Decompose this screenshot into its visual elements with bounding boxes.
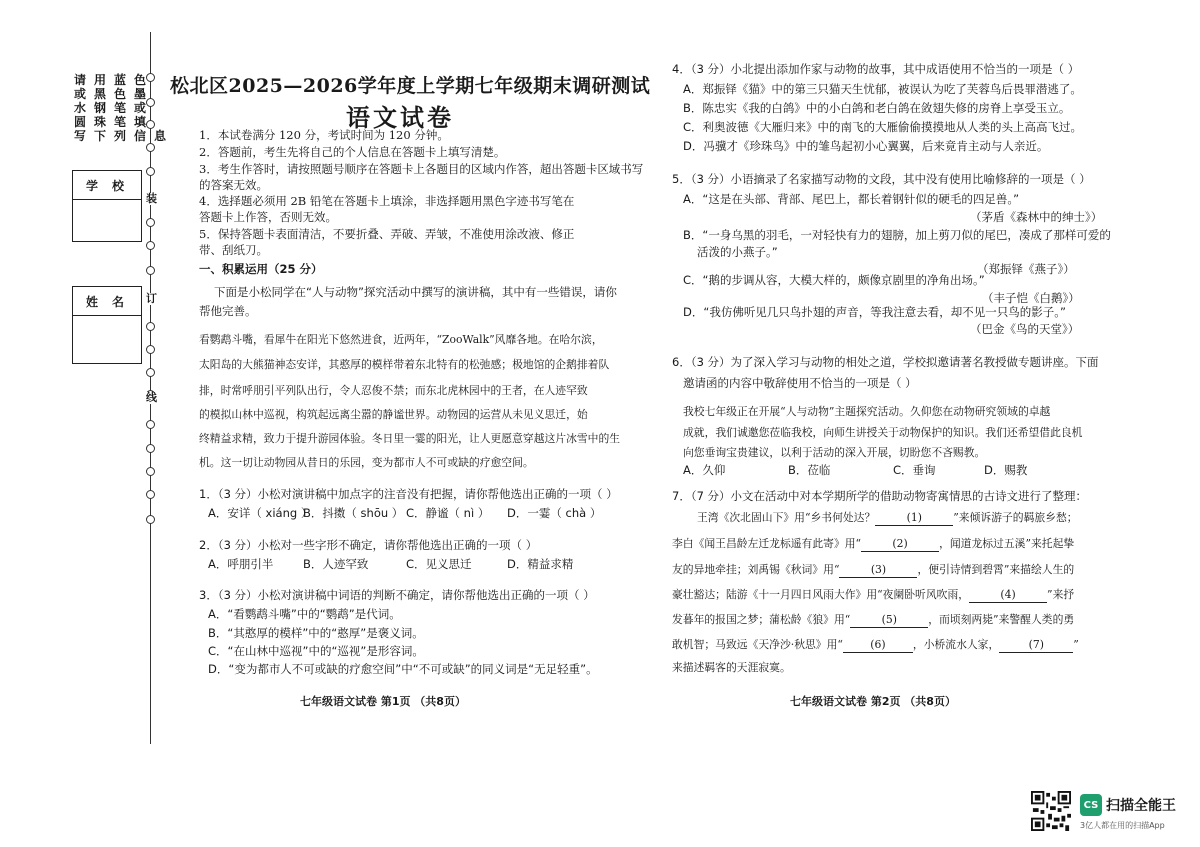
q6-option-b[interactable]: B．莅临 [788,463,831,477]
binding-word-xian: 线 [146,391,157,404]
binding-word-ding: 订 [146,292,157,305]
q3-option-d[interactable]: D．“变为都市人不可或缺的疗愈空间”中“不可或缺”的同义词是“无足轻重”。 [208,662,598,676]
binding-hole [146,218,155,227]
q5-source-a: （茅盾《森林中的绅士》） [970,210,1103,224]
q5-source-b: （郑振铎《燕子》） [977,262,1075,276]
invitation-line: 向您垂询宝贵建议，以利于活动的深入开展，切盼您不吝赐教。 [683,446,986,459]
q7-blank-2[interactable]: (2) [861,536,939,552]
q6-option-c[interactable]: C．垂询 [893,463,936,477]
q2-option-d[interactable]: D．精益求精 [507,557,574,571]
invitation-line: 我校七年级正在开展“人与动物”主题探究活动。久仰您在动物研究领域的卓越 [683,405,1051,418]
q7-blank-1[interactable]: (1) [875,510,953,526]
q7-line-6: 敢机智；马致远《天净沙·秋思》用“ (6) ，小桥流水人家， (7) ” [672,638,1079,651]
q7-blank-3[interactable]: (3) [839,562,917,578]
q5-source-d: （巴金《鸟的天堂》） [970,322,1080,336]
note: 3．考生作答时，请按照题号顺序在答题卡上各题目的区域内作答，超出答题卡区域书写 [199,162,644,176]
q6-option-d[interactable]: D．赐教 [984,463,1028,477]
note: 带、刮纸刀。 [199,243,268,257]
q7-line-4: 豪壮豁达；陆游《十一月四日风雨大作》用“夜阑卧听风吹雨， (4) ”来抒 [672,588,1075,601]
exam-subtitle: 语文试卷 [346,103,454,132]
speech-line: 机。这一切让动物园从昔日的乐园，变为都市人不可或缺的疗愈空间。 [199,456,534,469]
note: 4．选择题必须用 2B 铅笔在答题卡上填涂，非选择题用黑色字迹书写笔在 [199,194,575,208]
q5-option-b-cont: 活泼的小燕子。” [697,245,778,259]
binding-hole [146,241,155,250]
q4-option-c[interactable]: C．利奥波德《大雁归来》中的南飞的大雁偷偷摸摸地从人类的头上高高飞过。 [683,120,1083,134]
q3-option-c[interactable]: C．“在山林中巡视”中的“巡视”是形容词。 [208,644,424,658]
speech-line: 太阳岛的大熊猫神态安详，其憨厚的模样带着东北特有的松弛感；极地馆的企鹅排着队 [199,358,610,371]
name-label: 姓名 [73,287,141,316]
q4-option-a[interactable]: A．郑振铎《猫》中的第三只猫天生忧郁，被误认为吃了芙蓉鸟后畏罪潜逃了。 [683,82,1082,96]
q5-option-c[interactable]: C．“鹅的步调从容，大模大样的，颇像京剧里的净角出场。” [683,273,985,287]
note: 答题卡上作答，否则无效。 [199,210,337,224]
binding-hole [146,368,155,377]
scanner-brand: 扫描全能王 [1106,798,1176,814]
note: 的答案无效。 [199,178,268,192]
q7-line-7: 来描述羁客的天涯寂寞。 [672,661,791,674]
note: 1．本试卷满分 120 分，考试时间为 120 分钟。 [199,128,449,142]
q7-line-3: 友的异地牵挂；刘禹锡《秋词》用“ (3) ，便引诗情到碧霄”来描绘人生的 [672,563,1075,576]
q3-option-b[interactable]: B．“其憨厚的模样”中的“憨厚”是褒义词。 [208,626,424,640]
q7-line-1: 王湾《次北固山下》用“乡书何处达？ (1) ”来倾诉游子的羁旅乡愁； [697,511,1078,524]
question-4-stem: 4．（3 分）小北提出添加作家与动物的故事，其中成语使用不恰当的一项是（ ） [672,62,1080,76]
q7-blank-6[interactable]: (6) [843,637,913,653]
invitation-line: 成就，我们诚邀您莅临我校，向师生讲授关于动物保护的知识。我们还希望借此良机 [683,426,1083,439]
binding-hole [146,143,155,152]
q1-option-b[interactable]: B．抖擞（ shōu ） [303,506,404,520]
binding-hole [146,322,155,331]
q6-option-a[interactable]: A．久仰 [683,463,726,477]
question-1-stem: 1．（3 分）小松对演讲稿中加点字的注音没有把握，请你帮他选出正确的一项（ ） [199,487,618,501]
qr-code-icon [1031,791,1071,831]
binding-hole [146,345,155,354]
speech-line: 终精益求精，致力于提升游园体验。冬日里一霎的阳光，让人更愿意穿越这片冰雪中的生 [199,432,621,445]
school-box[interactable] [72,170,142,242]
speech-line: 排，时常呼朋引平列队出行，令人忍俊不禁；而东北虎林园中的王者，在人迹罕致 [199,384,588,397]
note: 2．答题前，考生先将自己的个人信息在答题卡上填写清楚。 [199,145,506,159]
question-5-stem: 5．（3 分）小语摘录了名家描写动物的文段，其中没有使用比喻修辞的一项是（ ） [672,172,1091,186]
scanner-slogan: 3亿人都在用的扫描App [1080,821,1165,830]
q2-option-b[interactable]: B．人迹罕致 [303,557,369,571]
question-2-stem: 2．（3 分）小松对一些字形不确定，请你帮他选出正确的一项（ ） [199,538,538,552]
q5-source-c: （丰子恺《白鹅》） [982,291,1080,305]
q7-blank-5[interactable]: (5) [850,612,928,628]
q1-option-c[interactable]: C．静谧（ nì ） [406,506,490,520]
binding-hole [146,167,155,176]
page-footer-right: 七年级语文试卷 第2页 （共8页） [790,695,956,708]
question-7-stem: 7．（7 分）小文在活动中对本学期所学的借助动物寄寓情思的古诗文进行了整理： [672,489,1088,503]
question-3-stem: 3．（3 分）小松对演讲稿中词语的判断不确定，请你帮他选出正确的一项（ ） [199,588,595,602]
q1-option-d[interactable]: D．一霎（ chà ） [507,506,602,520]
school-label: 学校 [73,171,141,200]
section-heading: 一、积累运用（25 分） [199,262,323,276]
q7-line-2: 李白《闻王昌龄左迁龙标遥有此寄》用“ (2) ，闻道龙标过五溪”来托起挚 [672,537,1075,550]
q1-option-a[interactable]: A．安详（ xiáng ） [208,506,313,520]
q7-line-5: 发暮年的报国之梦；蒲松龄《狼》用“ (5) ，而顷刻两毙”来警醒人类的勇 [672,613,1075,626]
fill-in-instructions: 请用蓝色 或黑色墨 水钢笔或 圆珠笔填 写下列信息 [74,73,175,143]
binding-hole [146,490,155,499]
q2-option-c[interactable]: C．见义思迁 [406,557,472,571]
q4-option-b[interactable]: B．陈忠实《我的白鸽》中的小白鸽和老白鸽在敛翅失修的房脊上享受玉立。 [683,101,1071,115]
q5-option-d[interactable]: D．“我仿佛听见几只鸟扑翅的声音，等我注意去看，却不见一只鸟的影子。” [683,305,1067,319]
binding-hole [146,266,155,275]
intro-text: 帮他完善。 [199,304,257,318]
note: 5．保持答题卡表面清洁，不要折叠、弄破、弄皱，不准使用涂改液、修正 [199,227,575,241]
scanner-logo-icon: CS [1080,794,1102,816]
speech-line: 看鹦鹉斗嘴，看犀牛在阳光下悠然进食，近两年，“ZooWalk”风靡各地。在哈尔滨， [199,333,603,346]
speech-line: 的模拟山林中巡视，构筑起远离尘嚣的静谧世界。动物园的运营从未见义思迁，始 [199,408,588,421]
binding-hole [146,515,155,524]
exam-title: 松北区2025—2026学年度上学期七年级期末调研测试 [170,75,651,97]
binding-hole [146,467,155,476]
question-6-stem-cont: 邀请函的内容中敬辞使用不恰当的一项是（ ） [683,376,917,390]
q5-option-a[interactable]: A．“这是在头部、背部、尾巴上，都长着钢针似的硬毛的四足兽。” [683,192,1020,206]
q7-blank-4[interactable]: (4) [969,587,1047,603]
question-6-stem: 6．（3 分）为了深入学习与动物的相处之道，学校拟邀请著名教授做专题讲座。下面 [672,355,1099,369]
binding-hole [146,444,155,453]
q5-option-b[interactable]: B．“一身乌黑的羽毛，一对轻快有力的翅膀，加上剪刀似的尾巴，凑成了那样可爱的 [683,228,1111,242]
q7-blank-7[interactable]: (7) [999,637,1073,653]
name-box[interactable] [72,286,142,364]
intro-text: 下面是小松同学在“人与动物”探究活动中撰写的演讲稿，其中有一些错误，请你 [214,285,617,299]
binding-word-zhuang: 装 [146,192,157,205]
binding-hole [146,420,155,429]
q2-option-a[interactable]: A．呼朋引半 [208,557,274,571]
q4-option-d[interactable]: D．冯骥才《珍珠鸟》中的雏鸟起初小心翼翼，后来竟肯主动与人亲近。 [683,139,1049,153]
page-footer-left: 七年级语文试卷 第1页 （共8页） [300,695,466,708]
q3-option-a[interactable]: A．“看鹦鹉斗嘴”中的“鹦鹉”是代词。 [208,607,401,621]
